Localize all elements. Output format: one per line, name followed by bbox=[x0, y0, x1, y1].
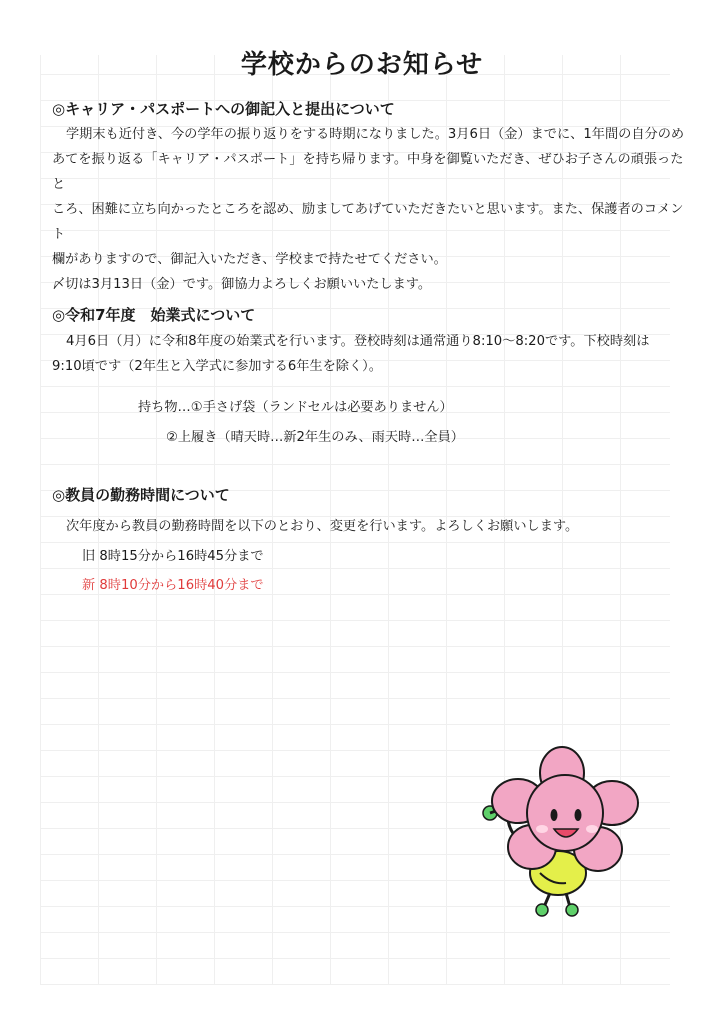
paragraph-line: 欄がありますので、御記入いただき、学校まで持たせてください。 bbox=[52, 252, 447, 267]
section-work-hours-body: 次年度から教員の勤務時間を以下のとおり、変更を行います。よろしくお願いします。 bbox=[66, 519, 579, 534]
paragraph-line: あてを振り返る「キャリア・パスポート」を持ち帰ります。中身を御覧いただき、ぜひお子さんの頑張ったと bbox=[52, 152, 684, 192]
belongings-item-1: 持ち物…①手さげ袋（ランドセルは必要ありません） bbox=[138, 400, 453, 415]
section-opening-ceremony-heading: ◎令和7年度 始業式について bbox=[52, 306, 256, 324]
paragraph-line: 〆切は3月13日（金）です。御協力よろしくお願いいたします。 bbox=[52, 277, 432, 292]
paragraph-line: 4月6日（月）に令和8年度の始業式を行います。登校時刻は通常通り8:10～8:20です。下校時刻は bbox=[66, 334, 650, 349]
new-work-hours: 新 8時10分から16時40分まで bbox=[82, 578, 264, 593]
paragraph-line: 学期末も近付き、今の学年の振り返りをする時期になりました。3月6日（金）までに、1年間の自分のめ bbox=[66, 127, 685, 142]
section-career-passport-heading: ◎キャリア・パスポートへの御記入と提出について bbox=[52, 100, 395, 118]
section-opening-ceremony-body bbox=[52, 329, 692, 379]
page-title: 学校からのお知らせ bbox=[240, 50, 484, 80]
section-work-hours-heading: ◎教員の勤務時間について bbox=[52, 486, 230, 504]
belongings-item-2: ②上履き（晴天時…新2年生のみ、雨天時…全員） bbox=[166, 430, 464, 445]
cherry-blossom-mascot-icon bbox=[470, 745, 650, 925]
paragraph-line: 9:10頃です（2年生と入学式に参加する6年生を除く）。 bbox=[52, 359, 382, 374]
section-career-passport-body bbox=[52, 122, 692, 297]
paragraph-line: ころ、困難に立ち向かったところを認め、励ましてあげていただきたいと思います。また、保護者のコメント bbox=[52, 202, 684, 242]
old-work-hours: 旧 8時15分から16時45分まで bbox=[82, 549, 264, 564]
